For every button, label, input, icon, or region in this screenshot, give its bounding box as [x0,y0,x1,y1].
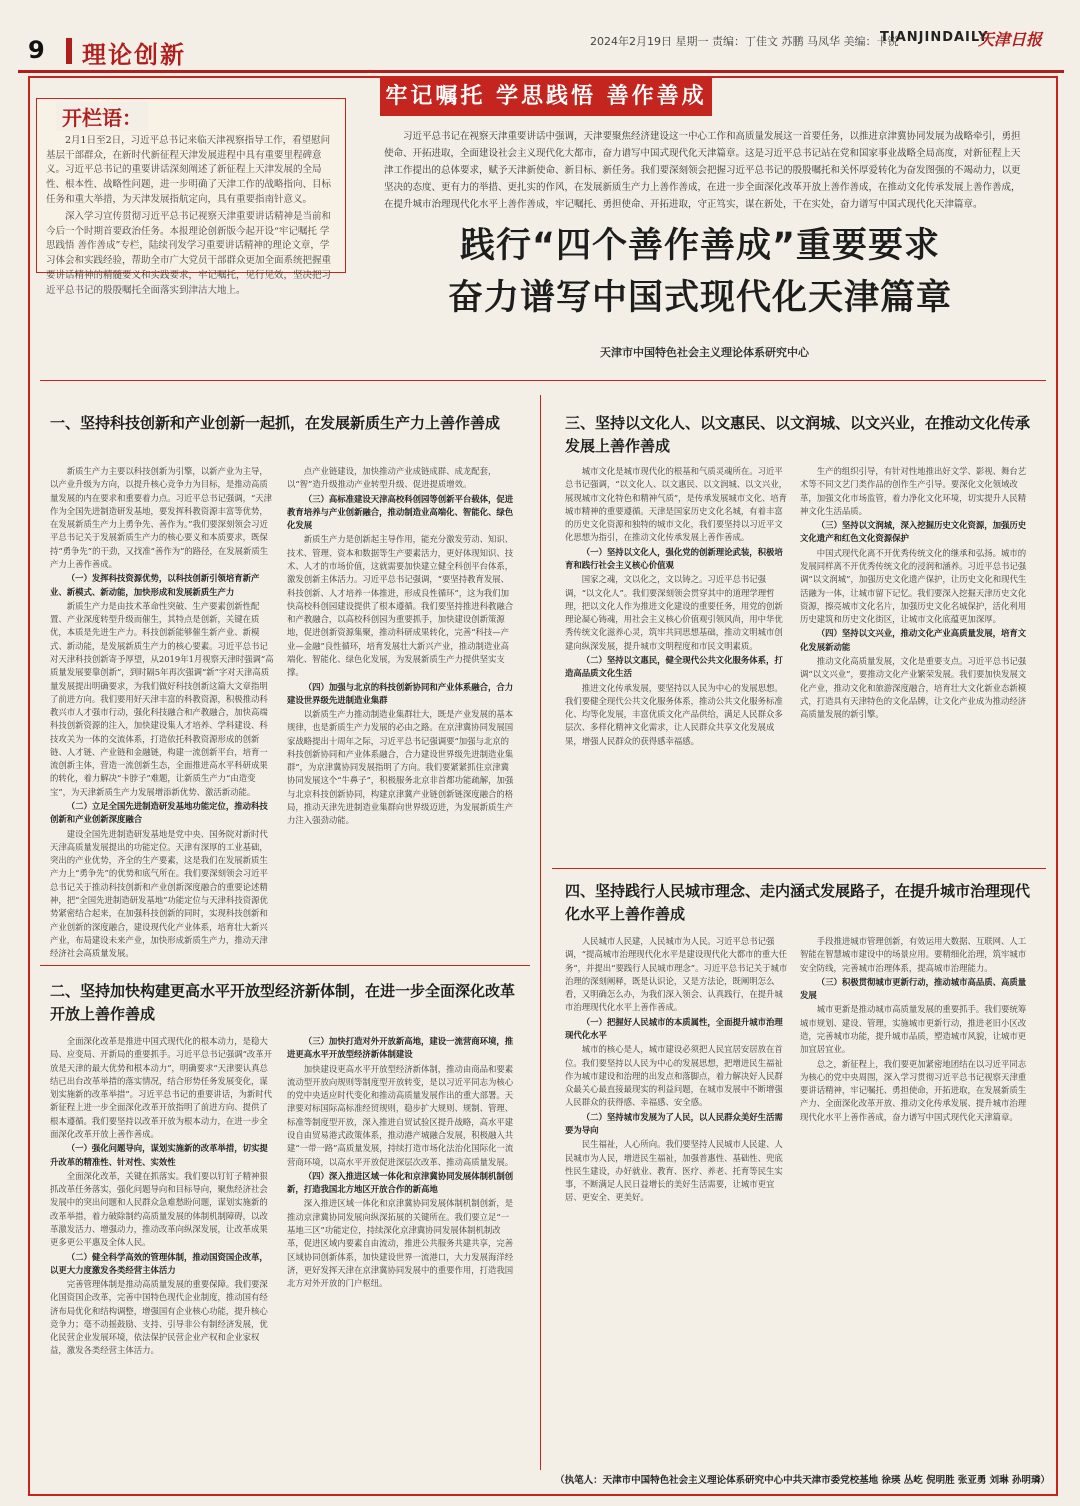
body-paragraph: （三）高标准建设天津高校科创园等创新平台载体，促进教育培养与产业创新融合，推动制造业高端化、智能化、绿色化发展 [287,493,514,531]
body-paragraph: （二）立足全国先进制造研发基地功能定位，推动科技创新和产业创新深度融合 [50,801,268,825]
section-divider [552,868,1046,869]
column-divider [540,395,541,1470]
headline-line-2: 奋力谱写中国式现代化天津篇章 [447,278,952,318]
section-title: 理论创新 [82,41,186,69]
body-paragraph: 国家之魂，文以化之，文以铸之。习近平总书记强调，“以文化人”。我们要深刻领会贯穿其中的道理学理哲理，把以文化人作为推进文化建设的重要任务，用党的创新理论凝心铸魂，用社会主义核心价值观引领风尚，用中华优秀传统文化滋养心灵，筑牢共同思想基础，推动文明城市创建向纵深发展，提升城市文明程度和市民文明素质。 [565,574,783,651]
section-divider [40,965,530,966]
header-rule [18,70,1064,73]
body-paragraph: 建设全国先进制造研发基地是党中央、国务院对新时代天津高质量发展提出的功能定位。天津有深厚的工业基础，突出的产业优势，齐全的生产要素，这是我们在发展新质生产力上“勇争先”的优势和底气所在。我们要深刻领会习近平总书记关于推动科技创新和产业创新深度融合的重要论述精神，把“全国先进制造研发基地”功能定位与天津科技资源优势紧密结合起来，在加强科技创新的同时，实现科技创新和产业创新的深度融合，建设现代化产业体系，培育壮大新兴产业，布局建设未来产业，加快形成新质生产力，推动天津经济社会高质量发展。 [50,828,268,959]
body-paragraph: （一）发挥科技资源优势，以科技创新引领培育新产业、新模式、新动能，加快形成和发展新质生产力 [50,573,260,597]
body-paragraph: （三）加快打造对外开放新高地，建设一流营商环境，推进更高水平开放型经济新体制建设 [287,1036,514,1060]
author-credits: （执笔人：天津市中国特色社会主义理论体系研究中心中共天津市委党校基地 徐瑛 丛屹 倪明胜 张亚勇 刘琳 孙明璘） [555,1475,1050,1486]
section-1-column-a [50,465,275,965]
body-paragraph: 推进文化传承发展，要坚持以人民为中心的发展思想。我们要健全现代公共文化服务体系，推动公共文化服务标准化、均等化发展，丰富优质文化产品供给，满足人民群众多层次、多样化精神文化需求，让人民群众共享文化发展成果，增强人民群众的获得感幸福感。 [565,682,783,746]
body-paragraph: 城市更新是推动城市高质量发展的重要抓手。我们要统筹城市规划、建设、管理，实施城市更新行动，推进老旧小区改造，完善城市功能，提升城市品质，塑造城市风貌，让城市更加宜居宜业。 [800,1004,1027,1055]
newspaper-english-name: TIANJINDAILY [880,30,989,45]
body-paragraph: 城市文化是城市现代化的根基和气质灵魂所在。习近平总书记强调，“以文化人、以文惠民、以文润城、以文兴业，展现城市文化特色和精神气质”，是传承发展城市文化、培育城市精神的重要遵循。天津是国家历史文化名城，有着丰富的历史文化资源和独特的城市文化，我们要坚持以习近平文化思想为指引，在推动文化传承发展上善作善成。 [565,466,788,543]
body-paragraph: 完善管理体制是推动高质量发展的重要保障。我们要深化国资国企改革，完善中国特色现代企业制度，推动国有经济布局优化和结构调整，增强国有企业核心功能，提升核心竞争力；毫不动摇鼓励、支持、引导非公有制经济发展，优化民营企业发展环境，依法保护民营企业产权和企业家权益，激发各类经营主体活力。 [50,1279,268,1356]
body-paragraph: 加快建设更高水平开放型经济新体制，推动由商品和要素流动型开放向规则等制度型开放转变，是以习近平同志为核心的党中央适应时代变化和推动高质量发展作出的重大部署。天津要对标国际高标准经贸规则，稳步扩大规则、规制、管理、标准等制度型开放，深入推进自贸试验区提升战略，高水平建设自由贸易港式政策体系，推动港产城融合发展，积极融入共建“一带一路”高质量发展，持续打造市场化法治化国际化一流营商环境，以高水平开放促进深层次改革、推动高质量发展。 [287,1063,514,1167]
section-3-column-b [800,465,1030,860]
body-paragraph: （四）坚持以文兴业，推动文化产业高质量发展，培育文化发展新动能 [800,628,1027,652]
section-2-column-a [50,1035,275,1460]
editor-note-title: 开栏语： [56,102,148,131]
body-paragraph: 民生福祉，人心所向。我们要坚持人民城市人民建、人民城市为人民，增进民生福祉，加强普惠性、基础性、兜底性民生建设，办好就业、教育、医疗、养老、托育等民生实事，不断满足人民日益增长的美好生活需要，让城市更宜居、更安全、更美好。 [565,1139,783,1203]
body-paragraph: 以新质生产力推动制造业集群壮大，既是产业发展的基本规律，也是新质生产力发展的必由之路。在京津冀协同发展国家战略提出十周年之际，习近平总书记强调要“加强与北京的科技创新协同和产业体系融合，合力建设世界级先进制造业集群”，为京津冀协同发展指明了方向。我们要紧紧抓住京津冀协同发展这个“牛鼻子”，积极服务北京非首都功能疏解，加强与北京科技创新协同，构建京津冀产业链创新链深度融合的格局，推动天津先进制造业集群向世界级迈进，为发展新质生产力注入强劲动能。 [287,709,514,826]
date-editor-line: 2024年2月19日 星期一 责编：丁佳文 苏鹏 马凤华 美编：卡锐 [590,35,899,48]
section-accent-bar [66,38,72,64]
body-paragraph: （一）把握好人民城市的本质属性，全面提升城市治理现代化水平 [565,1016,783,1040]
editor-note-paragraph: 2月1日至2日，习近平总书记来临天津视察指导工作，看望慰问基层干部群众，在新时代新征程天津发展进程中具有重要里程碑意义。习近平总书记的重要讲话深刻阐述了新征程上天津发展的全局性、根本性、战略性问题，进一步明确了天津工作的战略指向、目标任务和重大举措，为天津发展指航定向，具有重要指南针意义。 [46,135,332,205]
section-4-column-a [565,935,790,1460]
section-4-heading: 四、坚持践行人民城市理念、走内涵式发展路子，在提升城市治理现代化水平上善作善成 [565,882,1031,924]
section-1-column-b [287,465,517,965]
section-3-heading: 三、坚持以文化人、以文惠民、以文润城、以文兴业，在推动文化传承发展上善作善成 [565,414,1031,456]
body-paragraph: （二）健全科学高效的管理体制，推动国资国企改革，以更大力度激发各类经营主体活力 [50,1251,268,1275]
section-1-heading: 一、坚持科技创新和产业创新一起抓，在发展新质生产力上善作善成 [50,414,501,432]
body-paragraph: 全面深化改革是推进中国式现代化的根本动力，是稳大局、应变局、开新局的重要抓手。习近平总书记强调“改革开放是天津的最大优势和根本动力”，明确要求“天津要认真总结已出台改革举措的落实情况，结合形势任务发展变化，谋划实施新的改革举措”。习近平总书记的重要讲话，为新时代新征程上进一步全面深化改革开放指明了前进方向、提供了根本遵循。我们要坚持以改革开放为根本动力，在进一步全面深化改革开放上善作善成。 [50,1036,273,1139]
body-paragraph: 新质生产力是由技术革命性突破、生产要素创新性配置、产业深度转型升级而催生，其特点是创新，关键在质优，本质是先进生产力。科技创新能够催生新产业、新模式、新动能，是发展新质生产力的核心要素。习近平总书记对天津科技创新寄予厚望，从2019年1月视察天津时强调“高质量发展要靠创新”，到时隔5年再次强调“新”字对天津高质量发展提出明确要求，为我们做好科技创新这篇大文章指明了前进方向。我们要用好天津丰富的科教资源，积极推动科教兴市人才强市行动，强化科技融合和产教融合，加快高端科技创新资源的注入，加快建设集人才培养、学科建设、科技攻关为一体的交流体系，打造依托科教资源形成的创新链、人才链、产业链和金融链，构建一流创新平台，培育一流创新主体，营造一流创新生态，全面推进高水平科研成果的转化，着力解决“卡脖子”难题，让新质生产力“由造变宝”，为天津新质生产力发展增添新优势、激活新动能。 [50,600,274,797]
byline: 天津市中国特色社会主义理论体系研究中心 [600,346,809,359]
body-paragraph: 生产的组织引导，有针对性地推出好文学、影视、舞台艺术等不同文艺门类作品的创作生产引导。要深化文化领域改革，加强文化市场监管，着力净化文化环境，切实提升人民精神文化生活品质。 [800,466,1027,516]
body-paragraph: 深入推进区域一体化和京津冀协同发展体制机制创新，是推动京津冀协同发展向纵深拓展的关键所在。我们要立足“一基地三区”功能定位，持续深化京津冀协同发展体制机制改革，促进区域内要素自由流动，推进公共服务共建共享，完善区域协同创新体系，加快建设世界一流港口，大力发展海洋经济，更好发挥天津在京津冀协同发展中的重要作用，打造我国北方对外开放的门户枢纽。 [287,1198,514,1289]
body-paragraph: 手段推进城市管理创新，有效运用大数据、互联网、人工智能在智慧城市建设中的场景应用。要精细化治理，筑牢城市安全防线，完善城市治理体系，提高城市治理能力。 [800,936,1027,973]
editor-note-paragraph: 深入学习宣传贯彻习近平总书记视察天津重要讲话精神是当前和今后一个时期首要政治任务。本报理论创新版今起开设“牢记嘱托 学思践悟 善作善成”专栏，陆续刊发学习重要讲话精神的理论文章，学习体会和实践经验，帮助全市广大党员干部群众更加全面系统把握重要讲话精神的精髓要义和实践要求，牢记嘱托，见行见效，坚决把习近平总书记的殷殷嘱托全面落实到津沽大地上。 [46,211,332,296]
article-intro: 习近平总书记在视察天津重要讲话中强调，天津要聚焦经济建设这一中心工作和高质量发展这一首要任务，以推进京津冀协同发展为战略牵引，勇担使命、开拓进取，全面建设社会主义现代化大都市，奋力谱写中国式现代化天津篇章。这是习近平总书记站在党和国家事业战略全局高度，对新征程上天津工作提出的总体要求，赋予天津新使命、新目标、新任务。我们要深刻领会把握习近平总书记的殷殷嘱托和关怀厚爱转化为奋发图强的不竭动力，以更坚决的态度、更有力的举措、更扎实的作风，在发展新质生产力上善作善成，在进一步全面深化改革开放上善作善成，在推动文化传承发展上善作善成，在提升城市治理现代化水平上善作善成，牢记嘱托、勇担使命、开拓进取，守正笃实，谋在新处，干在实处，奋力谱写中国式现代化天津篇章。 [384,131,1021,211]
body-paragraph: （四）深入推进区域一体化和京津冀协同发展体制机制创新，打造我国北方地区开放合作的新高地 [287,1170,514,1195]
body-paragraph: 总之，新征程上，我们要更加紧密地团结在以习近平同志为核心的党中央周围，深入学习贯彻习近平总书记视察天津重要讲话精神，牢记嘱托、勇担使命，开拓进取，在发展新质生产力、全面深化改革开放、推动文化传承发展、提升城市治理现代化水平上善作善成，奋力谱写中国式现代化天津篇章。 [800,1058,1027,1122]
body-paragraph: 城市的核心是人，城市建设必须把人民宜居安居放在首位。我们要坚持以人民为中心的发展思想，把增进民生福祉作为城市建设和治理的出发点和落脚点，着力解决好人民群众最关心最直接最现实的利益问题，在城市发展中不断增强人民群众的获得感、幸福感、安全感。 [565,1044,783,1108]
body-paragraph: 新质生产力是创新起主导作用，能充分激发劳动、知识、技术、管理、资本和数据等生产要素活力，更好体现知识、技术、人才的市场价值，这就需要加快建立健全科创平台体系，激发创新主体活力。习近平总书记强调，“要坚持教育发展、科技创新、人才培养一体推进，形成良性循环”，这为我们加快高校科创园建设提供了根本遵循。我们要坚持推进科教融合和产教融合，以高校科创园为重要抓手，加快建设创新策源地，促进创新资源集聚，推动科研成果转化，完善“科技—产业—金融”良性循环，培育发展壮大新兴产业，推动制造业高端化、智能化、绿色化发展，为发展新质生产力提供坚实支撑。 [287,534,514,678]
page-number: 9 [28,36,45,64]
body-paragraph: 推动文化高质量发展，文化是重要支点。习近平总书记强调“以文兴业”，要推动文化产业繁荣发展。我们要加快发展文化产业，推动文化和旅游深度融合，培育壮大文化新业态新模式，打造具有天津特色的文化品牌，让文化产业成为推动经济高质量发展的新引擎。 [800,655,1027,720]
section-2-column-b [287,1035,517,1460]
headline-line-1: 践行“四个善作善成”重要要求 [459,226,940,266]
body-paragraph: （二）坚持城市发展为了人民，以人民群众美好生活需要为导向 [565,1111,783,1135]
body-paragraph: （三）坚持以文润城，深入挖掘历史文化资源，加强历史文化遗产和红色文化资源保护 [800,520,1027,544]
body-paragraph: （一）坚持以文化人，强化党的创新理论武装，积极培育和践行社会主义核心价值观 [565,546,783,570]
body-paragraph: （三）积极贯彻城市更新行动，推动城市高品质、高质量发展 [800,976,1027,1001]
section-4-column-b [800,935,1030,1460]
body-paragraph: 点产业链建设，加快推动产业成链成群、成龙配套，以“智”造升级推动产业转型升级、促进提质增效。 [287,466,497,490]
body-paragraph: （二）坚持以文惠民，健全现代公共文化服务体系，打造高品质文化生活 [565,654,783,679]
body-paragraph: （一）强化问题导向，谋划实施新的改革举措，切实提升改革的精准性、针对性、实效性 [50,1143,268,1167]
section-3-column-a [565,465,790,860]
body-paragraph: （四）加强与北京的科技创新协同和产业体系融合，合力建设世界级先进制造业集群 [287,681,514,705]
newspaper-logo: 天津日报 [978,30,1043,49]
section-2-heading: 二、坚持加快构建更高水平开放型经济新体制，在进一步全面深化改革开放上善作善成 [50,982,516,1024]
column-banner: 牢记嘱托 学思践悟 善作善成 [380,78,712,116]
divider [40,380,1046,381]
body-paragraph: 中国式现代化离不开优秀传统文化的继承和弘扬。城市的发展同样离不开优秀传统文化的浸润和涵养。习近平总书记强调“以文润城”，加强历史文化遗产保护，让历史文化和现代生活融为一体，让城市留下记忆。我们要深入挖掘天津历史文化资源，擦亮城市文化名片，加强历史文化名城保护，活化利用历史建筑和历史文化街区，让城市文化底蕴更加深厚。 [800,547,1027,625]
body-paragraph: 新质生产力主要以科技创新为引擎，以新产业为主导，以产业升级为方向，以提升核心竞争力为目标，是推动高质量发展的内在要求和重要着力点。习近平总书记强调，“天津作为全国先进制造研发基地，要发挥科教资源丰富等优势，在发展新质生产力上勇争先、善作为。”我们要深刻领会习近平总书记关于发展新质生产力的核心要义和本质要求，既保持“勇争先”的干劲，又找准“善作为”的路径，在发展新质生产力上善作善成。 [50,466,273,569]
body-paragraph: 全面深化改革，关键在抓落实。我们要以钉钉子精神狠抓改革任务落实，强化问题导向和目标导向，聚焦经济社会发展中的突出问题和人民群众急难愁盼问题，谋划实施新的改革举措，着力破除制约高质量发展的体制机制障碍，以改革激发活力、增强动力，推动改革向纵深发展，让改革成果更多更公平惠及全体人民。 [50,1170,268,1248]
body-paragraph: 人民城市人民建，人民城市为人民。习近平总书记强调，“提高城市治理现代化水平是建设现代化大都市的重大任务”，并提出“要践行人民城市理念”。习近平总书记关于城市治理的深刻阐释，既是认识论，又是方法论，既阐明怎么看，又明确怎么办，为我们深入领会、认真践行，在提升城市治理现代化水平上善作善成。 [565,936,788,1013]
